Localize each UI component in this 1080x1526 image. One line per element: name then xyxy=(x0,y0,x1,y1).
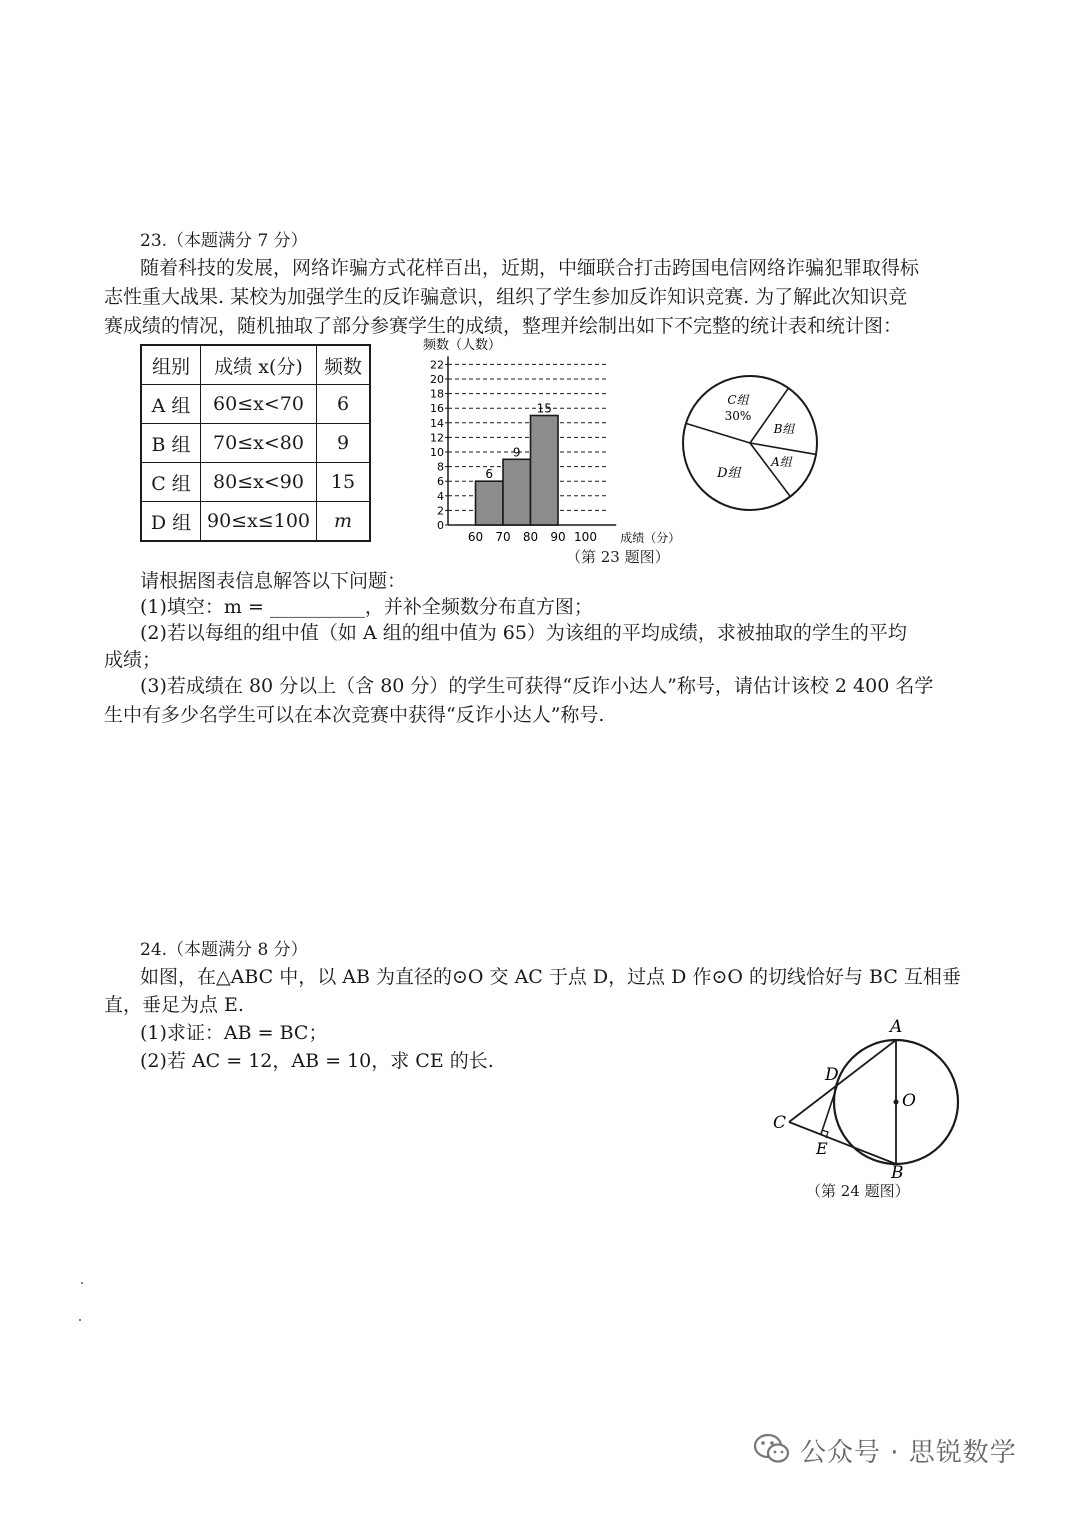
geometry-figure xyxy=(765,1015,970,1185)
q23-intro-line-3: 赛成绩的情况，随机抽取了部分参赛学生的成绩，整理并绘制出如下不完整的统计表和统计图： xyxy=(104,315,903,337)
scan-dot xyxy=(81,1282,83,1284)
table-cell: 80≤x<90 xyxy=(201,463,317,502)
label-c: C xyxy=(773,1113,787,1133)
y-tick-label: 4 xyxy=(437,489,444,503)
table-row xyxy=(141,502,370,542)
q24-figure-caption: （第 24 题图） xyxy=(806,1182,910,1200)
q24-intro-line-2: 直，垂足为点 E. xyxy=(104,994,244,1016)
table-header-cell: 成绩 x(分) xyxy=(201,345,317,385)
table-header-cell: 频数 xyxy=(317,345,371,385)
label-d: D xyxy=(825,1065,839,1085)
y-tick-label: 0 xyxy=(437,519,444,532)
bar-data-label: 9 xyxy=(512,445,521,460)
label-o: O xyxy=(902,1091,916,1111)
watermark-text: 公众号 · 思锐数学 xyxy=(800,1438,1017,1468)
table-cell: 9 xyxy=(317,424,371,463)
q24-part-2: (2)若 AC = 12，AB = 10，求 CE 的长. xyxy=(140,1050,494,1072)
pie-slice-label: C组 xyxy=(727,393,749,408)
y-tick-label: 2 xyxy=(437,504,444,518)
y-axis-label: 频数（人数） xyxy=(423,338,502,353)
center-point xyxy=(894,1100,899,1105)
segment-ac xyxy=(789,1040,896,1122)
q23-part-3: (3)若成绩在 80 分以上（含 80 分）的学生可获得“反诈小达人”称号，请估计该校 2 400 名学 xyxy=(140,675,934,697)
table-row xyxy=(141,463,370,502)
x-tick-label: 100 xyxy=(574,530,597,544)
q23-prompt: 请根据图表信息解答以下问题： xyxy=(140,570,407,592)
q23-intro-line-2: 志性重大战果. 某校为加强学生的反诈骗意识，组织了学生参加反诈知识竞赛. 为了解此次知识竞 xyxy=(104,286,908,308)
y-tick-label: 10 xyxy=(430,446,444,459)
table-cell: 6 xyxy=(317,385,371,424)
table-cell: A 组 xyxy=(141,385,201,424)
y-tick-label: 12 xyxy=(430,431,444,445)
table-cell: 70≤x<80 xyxy=(201,424,317,463)
table-row xyxy=(141,385,370,424)
label-b: B xyxy=(891,1163,904,1183)
wechat-icon xyxy=(752,1432,792,1466)
y-tick-label: 16 xyxy=(430,402,444,416)
x-tick-label: 70 xyxy=(495,530,511,544)
table-row xyxy=(141,345,370,385)
y-tick-label: 8 xyxy=(437,460,444,474)
bar-data-label: 15 xyxy=(536,401,552,416)
label-e: E xyxy=(816,1139,828,1158)
frequency-table xyxy=(140,344,371,542)
y-tick-label: 14 xyxy=(430,416,444,430)
table-header-cell: 组别 xyxy=(141,345,201,385)
pie-slice-percent: 30% xyxy=(724,409,752,424)
histogram-chart xyxy=(415,335,681,553)
q23-header: 23.（本题满分 7 分） xyxy=(140,231,308,251)
q24-intro-line-1: 如图，在△ABC 中，以 AB 为直径的⊙O 交 AC 于点 D，过点 D 作⊙O 的切线恰好与 BC 互相垂 xyxy=(140,966,961,988)
q23-part-2: (2)若以每组的组中值（如 A 组的组中值为 65）为该组的平均成绩，求被抽取的学生的平均 xyxy=(140,622,907,644)
q24-part-1: (1)求证：AB = BC； xyxy=(140,1022,328,1044)
x-tick-label: 90 xyxy=(550,530,566,544)
segment-cb xyxy=(789,1122,896,1164)
x-tick-label: 80 xyxy=(522,530,539,544)
q23-intro-line-1: 随着科技的发展，网络诈骗方式花样百出，近期，中缅联合打击跨国电信网络诈骗犯罪取得标 xyxy=(140,257,920,279)
pie-slice-label: A组 xyxy=(771,455,792,470)
histogram-bar xyxy=(476,481,504,525)
q23-part-2-cont: 成绩； xyxy=(104,649,162,671)
y-tick-label: 18 xyxy=(430,387,444,401)
x-axis-label: 成绩（分） xyxy=(620,531,681,545)
table-cell: 15 xyxy=(317,463,371,502)
bar-data-label: 6 xyxy=(485,467,494,482)
table-cell: B 组 xyxy=(141,424,201,463)
q23-figure-caption: （第 23 题图） xyxy=(566,548,670,566)
y-tick-label: 22 xyxy=(430,358,444,372)
x-tick-label: 60 xyxy=(467,530,484,544)
table-cell: m xyxy=(317,502,371,542)
pie-chart xyxy=(675,370,825,520)
label-a: A xyxy=(890,1017,903,1037)
q23-part-1: (1)填空：m = __________，并补全频数分布直方图； xyxy=(140,596,593,618)
scan-dot xyxy=(79,1319,81,1321)
table-row xyxy=(141,424,370,463)
y-tick-label: 20 xyxy=(430,373,444,386)
pie-slice-label: B组 xyxy=(773,421,795,436)
table-cell: 90≤x≤100 xyxy=(201,502,317,542)
table-cell: 60≤x<70 xyxy=(201,385,317,424)
q24-header: 24.（本题满分 8 分） xyxy=(140,940,308,960)
pie-slice-label: D组 xyxy=(717,466,741,482)
table-cell: D 组 xyxy=(141,502,201,542)
histogram-bar xyxy=(503,459,531,525)
y-tick-label: 6 xyxy=(437,475,444,489)
table-cell: C 组 xyxy=(141,463,201,502)
histogram-bar xyxy=(531,416,559,526)
q23-part-3-cont: 生中有多少名学生可以在本次竞赛中获得“反诈小达人”称号. xyxy=(104,704,605,726)
